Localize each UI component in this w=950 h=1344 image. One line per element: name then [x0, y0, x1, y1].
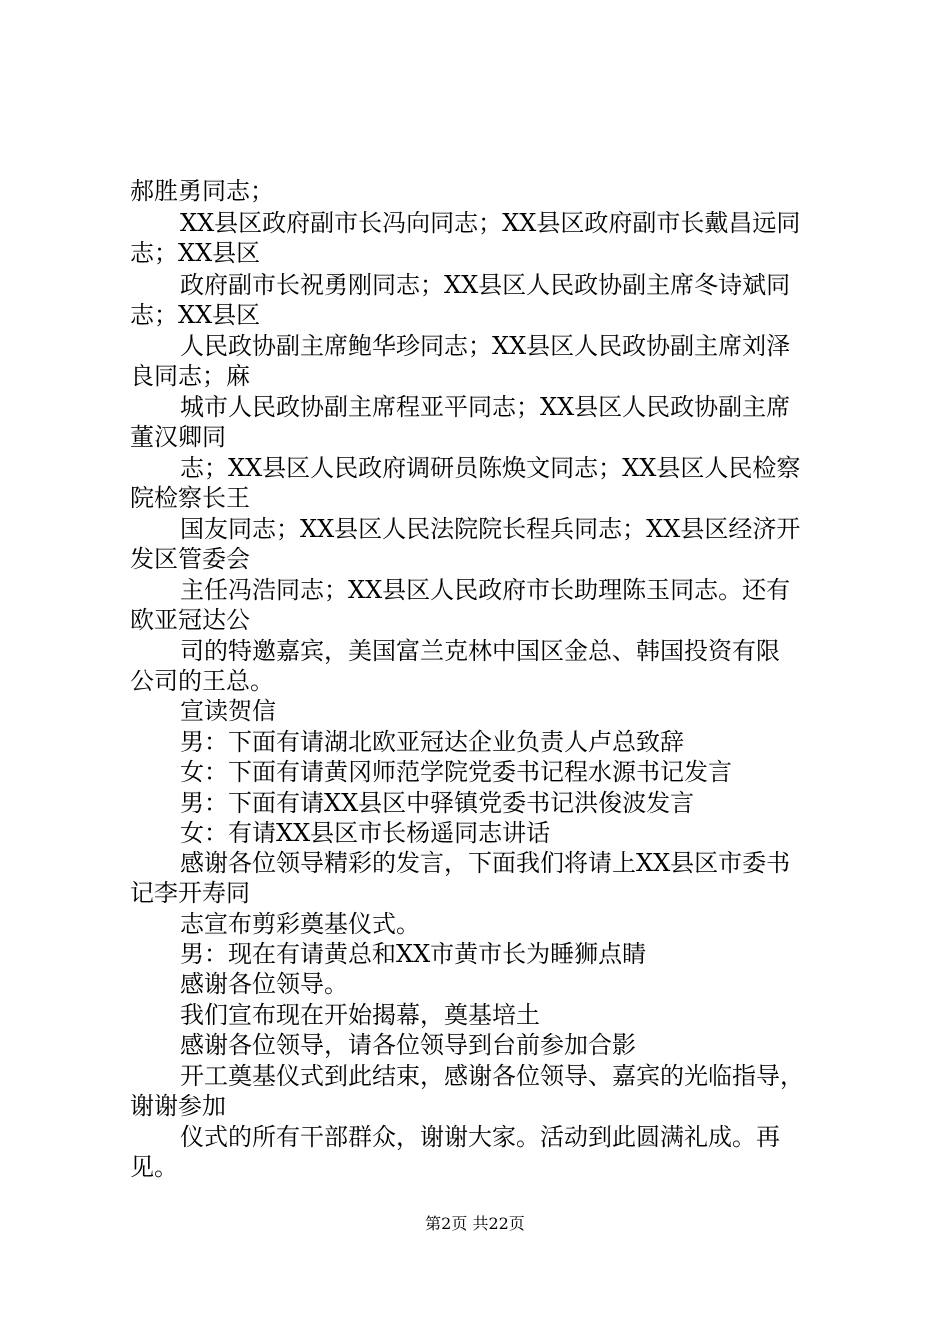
text-line: 人民政协副主席鲍华珍同志；XX县区人民政协副主席刘泽 — [180, 332, 791, 360]
page-number: 第2页 共22页 — [425, 1214, 525, 1233]
text-line: XX县区政府副市长冯向同志；XX县区政府副市长戴昌远同 — [180, 209, 801, 237]
text-line: 良同志；麻 — [130, 362, 250, 390]
text-line: 见。 — [130, 1153, 178, 1181]
text-line: 政府副市长祝勇刚同志；XX县区人民政协副主席冬诗斌同 — [180, 271, 791, 299]
text-line: 女：有请XX县区市长杨遥同志讲话 — [180, 819, 551, 847]
text-line: 发区管委会 — [130, 545, 250, 573]
text-line: 女：下面有请黄冈师范学院党委书记程水源书记发言 — [180, 758, 732, 786]
text-line: 谢谢参加 — [130, 1092, 226, 1120]
text-line: 感谢各位领导，请各位领导到台前参加合影 — [180, 1031, 636, 1059]
text-line: 城市人民政协副主席程亚平同志；XX县区人民政协副主席 — [180, 393, 791, 421]
text-line: 志；XX县区 — [130, 301, 261, 329]
text-line: 宣读贺信 — [180, 697, 276, 725]
text-line: 公司的王总。 — [130, 667, 274, 695]
text-line: 欧亚冠达公 — [130, 606, 250, 634]
text-line: 院检察长王 — [130, 484, 250, 512]
text-line: 主任冯浩同志；XX县区人民政府市长助理陈玉同志。还有 — [180, 576, 791, 604]
text-line: 仪式的所有干部群众，谢谢大家。活动到此圆满礼成。再 — [180, 1123, 780, 1151]
text-line: 男：下面有请湖北欧亚冠达企业负责人卢总致辞 — [180, 728, 684, 756]
text-line: 感谢各位领导精彩的发言，下面我们将请上XX县区市委书 — [180, 849, 791, 877]
text-line: 男：现在有请黄总和XX市黄市长为睡狮点睛 — [180, 940, 647, 968]
text-line: 感谢各位领导。 — [180, 970, 348, 998]
text-line: 郝胜勇同志； — [130, 177, 274, 205]
text-line: 记李开寿同 — [130, 879, 250, 907]
text-line: 志；XX县区 — [130, 239, 261, 267]
text-line: 开工奠基仪式到此结束，感谢各位领导、嘉宾的光临指导， — [180, 1062, 804, 1090]
text-line: 志；XX县区人民政府调研员陈焕文同志；XX县区人民检察 — [180, 454, 801, 482]
text-line: 国友同志；XX县区人民法院院长程兵同志；XX县区经济开 — [180, 515, 801, 543]
text-line: 男：下面有请XX县区中驿镇党委书记洪俊波发言 — [180, 789, 695, 817]
text-line: 我们宣布现在开始揭幕，奠基培土 — [180, 1001, 540, 1029]
text-line: 司的特邀嘉宾，美国富兰克林中国区金总、韩国投资有限 — [180, 637, 780, 665]
text-line: 董汉卿同 — [130, 423, 226, 451]
text-line: 志宣布剪彩奠基仪式。 — [180, 910, 420, 938]
